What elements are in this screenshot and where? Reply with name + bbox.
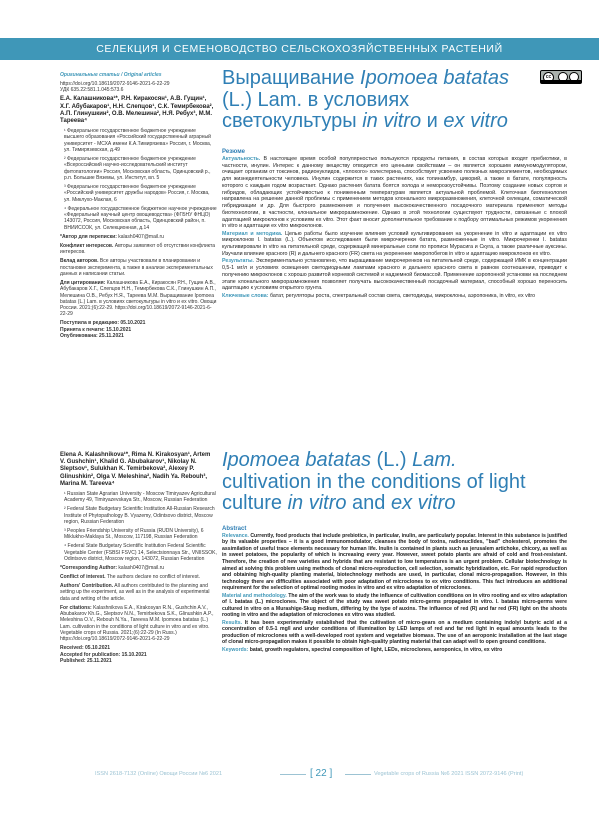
ru-citation: Для цитирования: Калашникова Е.А., Киракосян Р.Н., Гущин А.В., Абубакаров Х.Г., Слепцов Н.Н., Темирбекова С.К., Глинушкин А.П., Мелешина О.В., Ребух Н.Я., Тареева М.М. Выращивание Ipomoea batatas (L.) Lam. в условиях светокультуры in vitro и ex vitro. Овощи России. 2021;(6):22-29. https://doi.org/10.18619/2072-9146-2021-6-22-29: [60, 279, 217, 318]
footer-right: Vegetable crops of Russia №6 2021 ISSN 2072-9146 (Print): [374, 771, 524, 777]
ru-accepted: Принята к печати: 15.10.2021: [60, 326, 132, 333]
article-type: Оригинальные статьи / Original articles: [60, 72, 162, 78]
en-results: Results. It has been experimentally established that the cultivation of micro-gears on a medium containing indolyl butyric acid at a concentration of 0.5-1 mg/l and under conditions of illumination by LED lamps of red and far red light in equal amounts leads to the production of microclones with a well-developed root system and vegetative biomass. The use of an aeroponic installation at the last stage of clonal micro-propagation makes it possible to obtain high-quality planting material that can adapt well to open ground conditions.: [222, 619, 567, 646]
en-affiliation-2: ² Federal State Budgetary Scientific Institution All-Russian Research Institute of Phytopathology B. Vyazemy, Odintsovo district, Moscow region, Russian Federation: [64, 506, 215, 525]
cc-icon: cc: [543, 72, 554, 83]
page-footer: [0, 768, 599, 782]
en-corr-email[interactable]: kalash0407@mail.ru: [118, 564, 165, 571]
page-number: [ 22 ]: [310, 768, 333, 779]
ru-conflict: Конфликт интересов. Авторы заявляют об отсутствии конфликта интересов.: [60, 242, 216, 256]
en-affiliation-3: ³ Peoples Friendship University of Russia (RUDN University), 6 Miklukho-Maklaya St., Moscow, 117198, Russian Federation: [64, 527, 204, 541]
ru-contribution: Вклад авторов. Все авторы участвовали в планировании и постановке эксперимента, а также в анализе экспериментальных данных и написании статьи.: [60, 258, 213, 277]
en-received: Received: 05.10.2021: [60, 645, 111, 652]
ru-authors: Е.А. Калашникова¹*, Р.Н. Киракосян¹, А.В. Гущин¹, Х.Г. Абубакаров¹, Н.Н. Слепцов¹, С.К. Темирбекова², А.П. Глинушкин², О.В. Мелешина², Н.Я. Ребух³, М.М. Тареева⁴: [60, 96, 214, 125]
ru-affiliation-3: ³ Федеральное государственное бюджетное учреждение «Российский университет дружбы народов» Россия, г. Москва, ул. Миклухо-Маклая, 6: [64, 184, 210, 203]
ru-meta-column: [60, 72, 217, 342]
en-correspondence: *Corresponding Author: kalash0407@mail.ru: [60, 564, 165, 571]
en-contribution: Authors' Contribution. All authors contributed to the planning and setting up the experiment, as well as in the analysis of experimental data and writing of the article.: [60, 583, 210, 602]
en-abstract: [222, 526, 567, 654]
ru-affiliation-2: ² Федеральное государственное бюджетное учреждение «Всероссийский научно-исследовательский институт фитопатологии» Россия, Московская область, Одинцовский р., р.п. Большие Вяземы, ул. Институт, вл. 5: [64, 156, 211, 181]
en-accepted: Accepted for publication: 15.10.2021: [60, 651, 147, 658]
ru-keywords: Ключевые слова: батат, регуляторы роста, спектральный состав света, светодиоды, микроклоны, аэропоника, in vitro, ex vitro: [222, 292, 536, 299]
ru-published: Опубликована: 25.11.2021: [60, 333, 124, 340]
ru-results: Результаты. Экспериментально установлено, что выращивание микрочеренков на питательной среде, содержащей ИМК в концентрации 0,5-1 мг/л и условиях освещения светодиодными лампами красного и дальнего красного света в равном соотношении, приводит к получению микроклонов с хорошо развитой корневой системой и надземной биомассой. Применение аэропонной установки на последнем этапе клонального микроразмножения позволяет получать высококачественный посадочный материал, способный хорошо переносить адаптацию к условиям открытого грунта.: [222, 258, 567, 292]
doi-link[interactable]: https://doi.org/10.18619/2072-9146-2021-6-22-29: [60, 81, 170, 88]
ru-correspondence: *Автор для переписки: kalash0407@mail.ru: [60, 233, 164, 240]
footer-divider-right: [345, 774, 371, 775]
ru-article-column: [222, 68, 567, 300]
en-published: Published: 25.11.2021: [60, 658, 112, 665]
en-citation: For citations: Kalashnikova E.A., Kirakosyan R.N., Gushchin A.V., Abubakarov Kh.G., Sleptsov N.N., Temirbekova S.K., Glinushkin A.P., Meleshina O.V., Rebouh N.Ya., Tareeva M.M. Ipomoea batatas (L.) Lam. cultivation in the conditions of light culture in vitro and ex vitro. Vegetable crops of Russia. 2021;(6):22-29 (In Russ.) https://doi.org/10.18619/2072-9146-2021-6-22-29: [60, 604, 214, 643]
footer-left: ISSN 2618-7132 (Online) Овощи России №6 2021: [95, 771, 223, 777]
en-relevance: Relevance. Currently, food products that include prebiotics, in particular, inulin, are particularly popular. Interest in this substance is justified by its valuable properties – it is a good immunomodulator, cleanses the body of toxins, radionuclides, "bad" cholesterol, promotes the assimilation of useful trace elements necessary for human life. Inulin is contained in plants such as jerusalem artichoke, chicory, as well as in sweet potatoes, the popularity of which is increasing every year. However, sweet potato plants are afraid of cold and frost-resistant. Therefore, the creation of new varieties and hybrids that are resistant to low temperatures is an urgent problem. Cellular biotechnology is aimed at solving this problem using methods of clonal micro-reproduction, cell selection, somatic hybridization, etc. For rapid reproduction and obtaining high-quality planting material, biotechnology methods are used, in particular, clonal micro-propagation. However, in this technology there are difficulties associated with poor adaptation of microclones to ex vitro conditions. This fact introduces an additional requirement for the selection of optimal rooting modes in vitro and ex vitro adaptation of microclones.: [222, 532, 567, 592]
license-bar: [541, 80, 581, 83]
en-methods: Material and methodology. The aim of the work was to study the influence of cultivation conditions on in vitro rooting and ex vitro adaptation of I. batatas (L.) microclones. The object of the study was sweet potato micro-germs propagated in vitro. I. batatas micro-germs were cultured in vitro on a Murashige-Skug medium, differing by the type of auxins. The influence of red (R) and far red (FR) light on the shoots rooting in vitro and the adaptation of microclones ex vitro was studied.: [222, 592, 567, 619]
ru-methods: Материал и методика. Целью работы было изучение влияния условий культивирования на укоренение in vitro и адаптации ex vitro микроклонов I. batatas (L.). Объектом исследования были микрочеренки батата, размноженные in vitro. Микрочеренки I. batatas культивировали in vitro на питательной среде, содержащей минеральные соли по прописи Мурасига и Скуга, а также различные ауксины. Изучали влияние красного (R) и дальнего красного (FR) света на укоренение микропобегов in vitro и адаптацию микроклонов ex vitro.: [222, 230, 567, 257]
en-keywords: Keywords: batat, growth regulators, spectral composition of light, LEDs, microclones, aeroponics, in vitro, ex vitro: [222, 646, 503, 653]
section-banner-text: СЕЛЕКЦИЯ И СЕМЕНОВОДСТВО СЕЛЬСКОХОЗЯЙСТВЕННЫХ РАСТЕНИЙ: [96, 43, 503, 55]
cc-license-badge[interactable]: [540, 70, 582, 84]
en-meta-column: [60, 452, 217, 667]
en-article-column: [222, 450, 567, 654]
en-authors: Elena A. Kalashnikova¹*, Rima N. Kirakosyan¹, Artem V. Gushchin¹, Khalid G. Abubakarov¹, Nikolay N. Sleptsov¹, Sulukhan K. Temirbekova², Alexey P. Glinushkin², Olga V. Meleshina², Nadih Ya. Rebouh³, Marina M. Tareeva⁴: [60, 452, 211, 487]
ru-actuality: Актуальность. В настоящее время особой популярностью пользуются продукты питания, в состав которых входят пребиотики, в частности, инулин. Интерес к данному веществу отводится его ценными свойствами – он является хорошим иммуномодулятором, очищает организм от токсинов, радионуклидов, «плохого» холестерина, способствует усвоению полезных микроэлементов, необходимых для жизнедеятельности человека. Инулин содержится в таких растениях, как топинамбур, цикорий, а также в батате, популярность которого с каждым годом возрастает. Однако растения батата боятся холода и неморозоустойчивы. Поэтому создание новых сортов и гибридов, обладающих устойчивостью к пониженным температурам является актуальной проблемой. Клеточная биотехнология направлена на решение данной проблемы с применением методов клонального микроразмножения, клеточной селекции, соматической гибридизации и др. Для быстрого размножения и получения высококачественного посадочного материала применяют методы биотехнологии, в частности, клональное микроразмножение. Однако в этой технологии существуют трудности, связанные с плохой адаптацией микроклонов к условиям ex vitro. Этот факт вносит дополнительное требование к подбору оптимальных режимов укоренения in vitro и адаптации ex vitro микроклонов.: [222, 155, 567, 230]
en-conflict: Conflict of interest. The authors declare no conflict of interest.: [60, 574, 200, 581]
en-title: Ipomoea batatas (L.) Lam. cultivation in the conditions of light culture in vitro and ex vitro: [222, 449, 526, 514]
en-abstract-heading: Abstract: [222, 525, 247, 532]
en-affiliation-4: ⁴ Federal State Budgetary Scientific Institution Federal Scientific Vegetable Center (FSBSI FSVC) 14, Selectsionnaya Str., VNIISSOK, Odintsovo district, Moscow region, 143072, Russian Federation: [64, 543, 217, 562]
ru-abstract-heading: Резюме: [222, 148, 245, 155]
ru-affiliation-4: ⁴ Федеральное государственное бюджетное научное учреждение «Федеральный научный центр овощеводства» (ФГБНУ ФНЦО) 143072, Россия, Московская область, Одинцовский район, п. ВНИИССОК, ул. Селекционная, д.14: [64, 205, 217, 231]
ru-corr-email[interactable]: kalash0407@mail.ru: [118, 233, 164, 240]
ru-title: Выращивание Ipomoea batatas (L.) Lam. в условиях светокультуры in vitro и ex vitro: [222, 67, 510, 132]
en-affiliation-1: ¹ Russian State Agrarian University - Moscow Timiryazev Agricultural Academy 49, Timiryazevskaya Str., Moscow, Russian Federation: [64, 490, 216, 504]
ru-affiliation-1: ¹ Федеральное государственное бюджетное учреждение высшего образования «Российский государственный аграрный университет - МСХА имени К.А.Тимирязева» Россия, г. Москва, ул. Тимирязевская, д.49: [64, 128, 212, 153]
ru-abstract: [222, 149, 567, 300]
ru-received: Поступила в редакцию: 05.10.2021: [60, 320, 146, 327]
section-banner: [0, 38, 599, 60]
udc: УДК 635.22:581.1.045:573.6: [60, 87, 124, 94]
footer-divider-left: [280, 774, 306, 775]
